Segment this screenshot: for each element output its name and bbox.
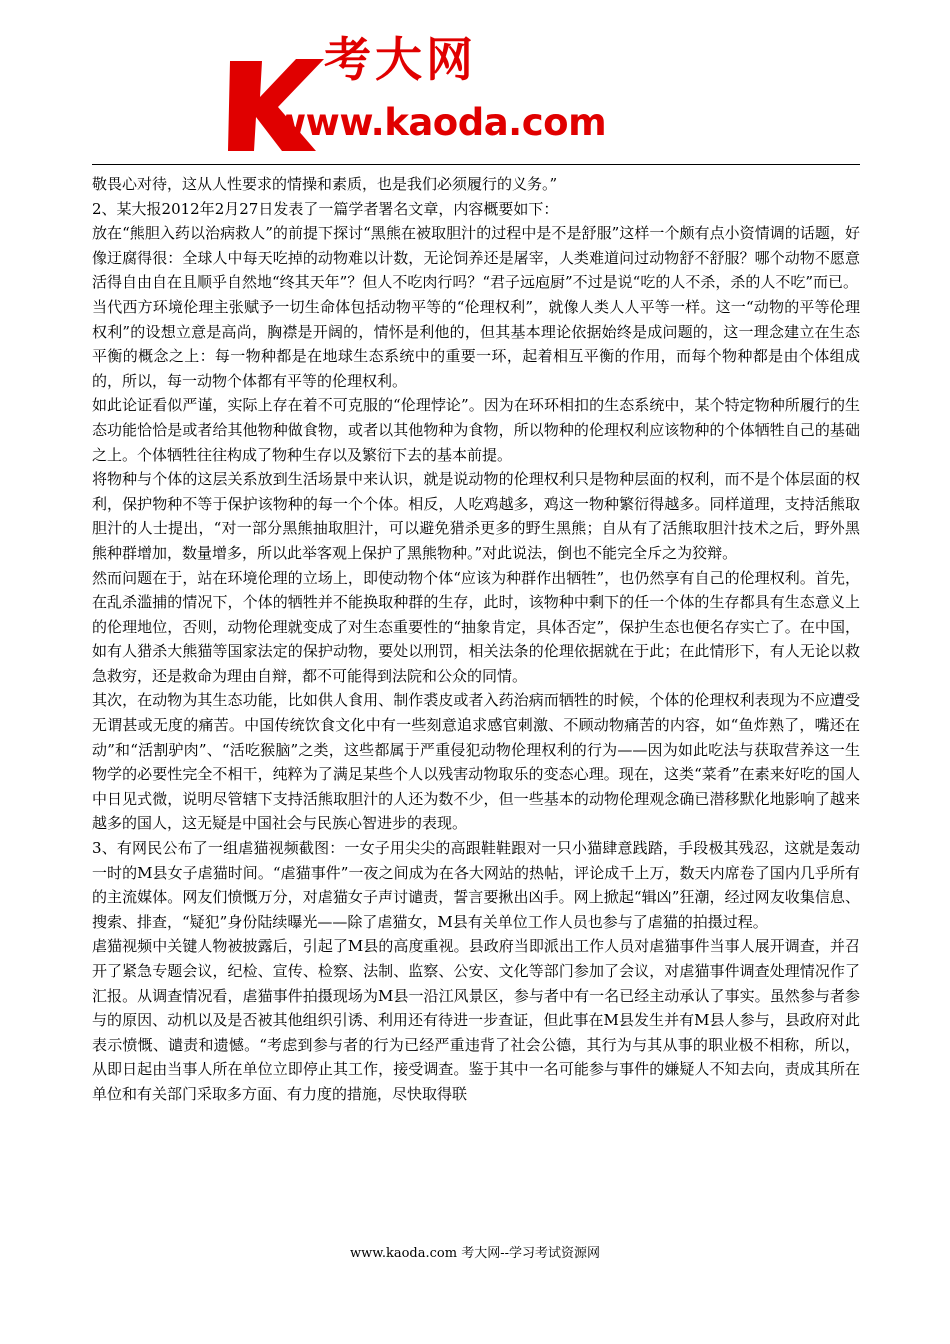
page-footer: www.kaoda.com 考大网--学习考试资源网 xyxy=(350,1246,600,1261)
logo-chinese-text: 考大网 xyxy=(324,33,477,88)
site-logo[interactable] xyxy=(226,33,646,163)
paragraph: 如此论证看似严谨，实际上存在着不可克服的“伦理悖论”。因为在环环相扣的生态系统中，某个特定物种所履行的生态功能恰恰是或者给其他物种做食物，或者以其他物种为食物，所以物种的伦理权利应该物种的个体牺牲自己的基础之上。个体牺牲往往构成了物种生存以及繁衍下去的基本前提。 xyxy=(92,396,860,464)
header-divider xyxy=(92,164,860,165)
paragraph: 敬畏心对待，这从人性要求的情操和素质，也是我们必须履行的义务。” xyxy=(92,175,558,193)
paragraph: 将物种与个体的这层关系放到生活场景中来认识，就是说动物的伦理权利只是物种层面的权利，而不是个体层面的权利，保护物种不等于保护该物种的每一个个体。相反，人吃鸡越多，鸡这一物种繁衍得越多。同样道理，支持活熊取胆汁的人士提出，“对一部分黑熊抽取胆汁，可以避免猎杀更多的野生黑熊；自从有了活熊取胆汁技术之后，野外黑熊种群增加，数量增多，所以此举客观上保护了黑熊物种。”对此说法，倒也不能完全斥之为狡辩。 xyxy=(92,470,860,562)
paragraph: 放在“熊胆入药以治病救人”的前提下探讨“黑熊在被取胆汁的过程中是不是舒服”这样一个颇有点小资情调的话题，好像迂腐得很：全球人中每天吃掉的动物难以计数，无论饲养还是屠宰，人类难道问过动物舒不舒服？哪个动物不愿意活得自由自在且顺乎自然地“终其天年”？但人不吃肉行吗？“君子远庖厨”不过是说“吃的人不杀，杀的人不吃”而已。 xyxy=(92,224,860,292)
paragraph: 其次，在动物为其生态功能，比如供人食用、制作裘皮或者入药治病而牺牲的时候，个体的伦理权利表现为不应遭受无谓甚或无度的痛苦。中国传统饮食文化中有一些刻意追求感官刺激、不顾动物痛苦的内容，如“鱼炸熟了，嘴还在动”和“活割驴肉”、“活吃猴脑”之类，这些都属于严重侵犯动物伦理权利的行为——因为如此吃法与获取营养这一生物学的必要性完全不相干，纯粹为了满足某些个人以残害动物取乐的变态心理。现在，这类“菜肴”在素来好吃的国人中日见式微，说明尽管辖下支持活熊取胆汁的人还为数不少，但一些基本的动物伦理观念确已潜移默化地影响了越来越多的国人，这无疑是中国社会与民族心智进步的表现。 xyxy=(92,691,860,833)
document-body xyxy=(92,172,860,1107)
paragraph: 虐猫视频中关键人物被披露后，引起了M县的高度重视。县政府当即派出工作人员对虐猫事件当事人展开调查，并召开了紧急专题会议，纪检、宣传、检察、法制、监察、公安、文化等部门参加了会议，对虐猫事件调查处理情况作了汇报。从调查情况看，虐猫事件拍摄现场为M县一沿江风景区，参与者中有一名已经主动承认了事实。虽然参与者参与的原因、动机以及是否被其他组织引诱、利用还有待进一步查证，但此事在M县发生并有M县人参与，县政府对此表示愤慨、谴责和遗憾。“考虑到参与者的行为已经严重违背了社会公德，其行为与其从事的职业极不相称，所以，从即日起由当事人所在单位立即停止其工作，接受调查。鉴于其中一名可能参与事件的嫌疑人不知去向，责成其所在单位和有关部门采取多方面、有力度的措施，尽快取得联 xyxy=(92,937,860,1103)
paragraph: 3、有网民公布了一组虐猫视频截图：一女子用尖尖的高跟鞋鞋跟对一只小猫肆意践踏，手段极其残忍，这就是轰动一时的M县女子虐猫时间。“虐猫事件”一夜之间成为在各大网站的热帖，评论成千上万，数天内席卷了国内几乎所有的主流媒体。网友们愤慨万分，对虐猫女子声讨谴责，誓言要揪出凶手。网上掀起“辑凶”狂潮，经过网友收集信息、搜索、排查，“疑犯”身份陆续曝光——除了虐猫女，M县有关单位工作人员也参与了虐猫的拍摄过程。 xyxy=(92,839,860,931)
paragraph: 2、某大报2012年2月27日发表了一篇学者署名文章，内容概要如下： xyxy=(92,199,559,218)
paragraph: 然而问题在于，站在环境伦理的立场上，即使动物个体“应该为种群作出牺牲”，也仍然享有自己的伦理权利。首先，在乱杀滥捕的情况下，个体的牺牲并不能换取种群的生存，此时，该物种中剩下的任一个体的生存都具有生态意义上的伦理地位，否则，动物伦理就变成了对生态重要性的“抽象肯定，具体否定”，保护生态也便名存实亡了。在中国，如有人猎杀大熊猫等国家法定的保护动物，要处以刑罚，相关法条的伦理依据就在于此；在此情形下，有人无论以救急救穷，还是救命为理由自辩，都不可能得到法院和公众的同情。 xyxy=(92,568,860,685)
logo-url-text: www.kaoda.com xyxy=(272,101,607,144)
paragraph: 当代西方环境伦理主张赋予一切生命体包括动物平等的“伦理权利”，就像人类人人平等一样。这一“动物的平等伦理权利”的设想立意是高尚，胸襟是开阔的，情怀是利他的，但其基本理论依据始终是成问题的，这一理念建立在生态平衡的概念之上：每一物种都是在地球生态系统中的重要一环，起着相互平衡的作用，而每个物种都是由个体组成的，所以，每一动物个体都有平等的伦理权利。 xyxy=(92,297,860,390)
